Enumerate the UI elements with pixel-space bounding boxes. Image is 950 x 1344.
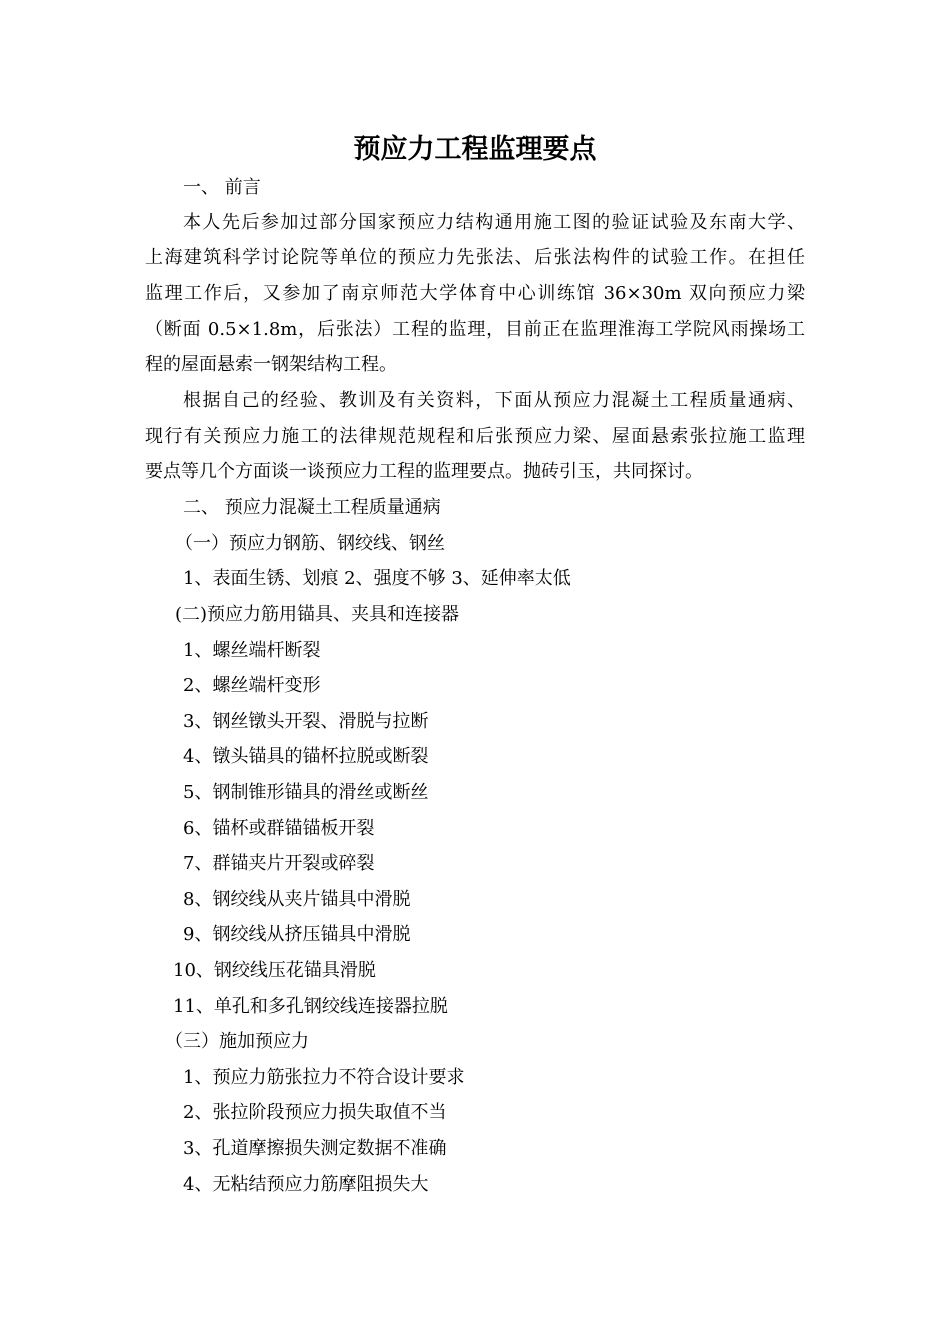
- paragraph-line: 现行有关预应力施工的法律规范规程和后张预应力梁、屋面悬索张拉施工监理: [145, 426, 805, 447]
- paragraph-line: 上海建筑科学讨论院等单位的预应力先张法、后张法构件的试验工作。在担任: [145, 247, 805, 268]
- list-item: 11、单孔和多孔钢绞线连接器拉脱: [173, 996, 448, 1017]
- list-item: 7、群锚夹片开裂或碎裂: [183, 853, 375, 874]
- heading-quality-defects: 二、 预应力混凝土工程质量通病: [183, 497, 441, 518]
- paragraph-line: 要点等几个方面谈一谈预应力工程的监理要点。抛砖引玉，共同探讨。: [145, 461, 703, 482]
- paragraph-line: 根据自己的经验、教训及有关资料，下面从预应力混凝土工程质量通病、: [183, 390, 805, 411]
- paragraph-line: 本人先后参加过部分国家预应力结构通用施工图的验证试验及东南大学、: [183, 212, 805, 233]
- subheading-prestress: （三）施加预应力: [165, 1031, 309, 1052]
- paragraph-line: 监理工作后，又参加了南京师范大学体育中心训练馆 36×30m 双向预应力梁: [145, 283, 805, 304]
- list-item: 8、钢绞线从夹片锚具中滑脱: [183, 889, 411, 910]
- list-item: 10、钢绞线压花锚具滑脱: [173, 960, 376, 981]
- list-item: 6、锚杯或群锚锚板开裂: [183, 818, 375, 839]
- list-item: 9、钢绞线从挤压锚具中滑脱: [183, 924, 411, 945]
- list-item: 4、镦头锚具的锚杯拉脱或断裂: [183, 746, 429, 767]
- document-title: 预应力工程监理要点: [353, 134, 597, 165]
- subheading-anchors: (二)预应力筋用锚具、夹具和连接器: [175, 604, 460, 625]
- list-item: 3、钢丝镦头开裂、滑脱与拉断: [183, 711, 429, 732]
- list-item: 2、螺丝端杆变形: [183, 675, 321, 696]
- list-item: 3、孔道摩擦损失测定数据不准确: [183, 1138, 447, 1159]
- list-item: 1、表面生锈、划痕 2、强度不够 3、延伸率太低: [183, 568, 571, 589]
- list-item: 1、螺丝端杆断裂: [183, 640, 321, 661]
- paragraph-line: 程的屋面悬索一钢架结构工程。: [145, 354, 397, 375]
- list-item: 1、预应力筋张拉力不符合设计要求: [183, 1067, 465, 1088]
- list-item: 5、钢制锥形锚具的滑丝或断丝: [183, 782, 429, 803]
- subheading-steel: （一）预应力钢筋、钢绞线、钢丝: [175, 533, 445, 554]
- paragraph-line: （断面 0.5×1.8m，后张法）工程的监理，目前正在监理淮海工学院风雨操场工: [145, 319, 805, 340]
- list-item: 2、张拉阶段预应力损失取值不当: [183, 1102, 447, 1123]
- list-item: 4、无粘结预应力筋摩阻损失大: [183, 1174, 429, 1195]
- heading-preface: 一、 前言: [183, 177, 261, 198]
